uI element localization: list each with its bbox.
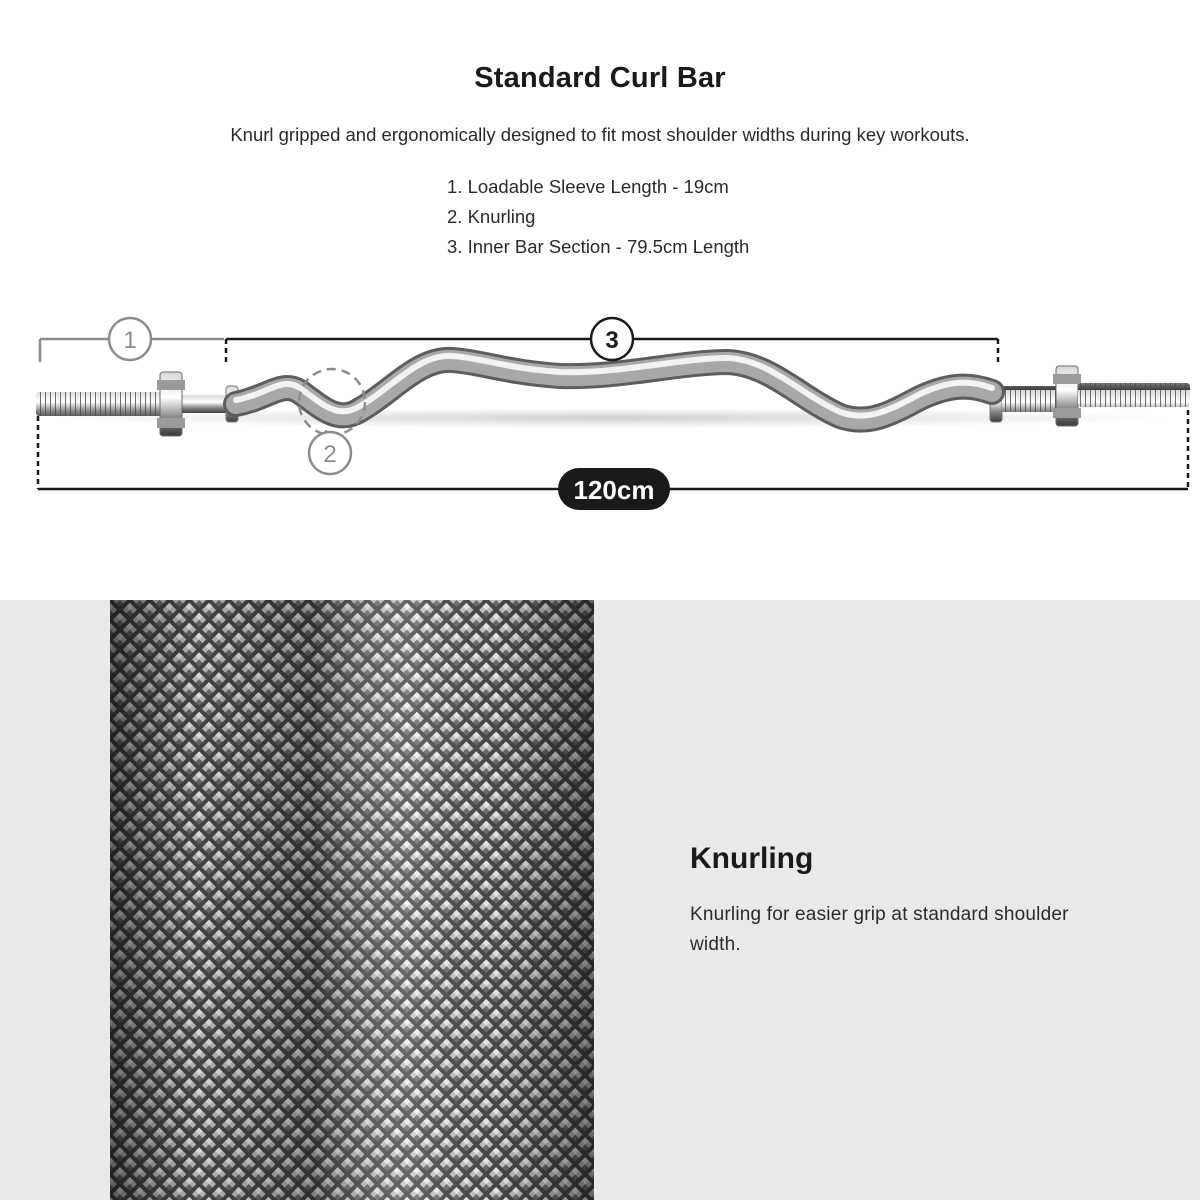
spec-item-inner-bar-length: 3. Inner Bar Section - 79.5cm Length [447,236,750,257]
curl-bar-diagram [0,290,1200,530]
spec-item-sleeve-length: 1. Loadable Sleeve Length - 19cm [447,176,729,197]
feature-description: Knurling for easier grip at standard shoulder width. [690,904,1069,955]
feature-section [0,600,1200,1200]
spec-list [447,172,749,262]
callout-1-label: 1 [123,327,137,354]
product-subtitle: Knurl gripped and ergonomically designed to fit most shoulder widths during key workouts. [230,124,970,145]
left-collar-icon [157,372,185,436]
callout-2-label: 2 [323,441,337,468]
total-length-label: 120cm [573,475,655,505]
knurling-closeup-image [110,600,594,1200]
feature-title: Knurling [690,842,814,875]
right-sleeve [1078,383,1190,407]
callout-3-label: 3 [605,327,619,354]
spec-item-knurling: 2. Knurling [447,206,536,227]
right-collar-icon [1053,366,1081,426]
product-title: Standard Curl Bar [474,62,726,94]
left-sleeve [36,392,164,416]
right-sleeve-inner [1002,386,1058,412]
